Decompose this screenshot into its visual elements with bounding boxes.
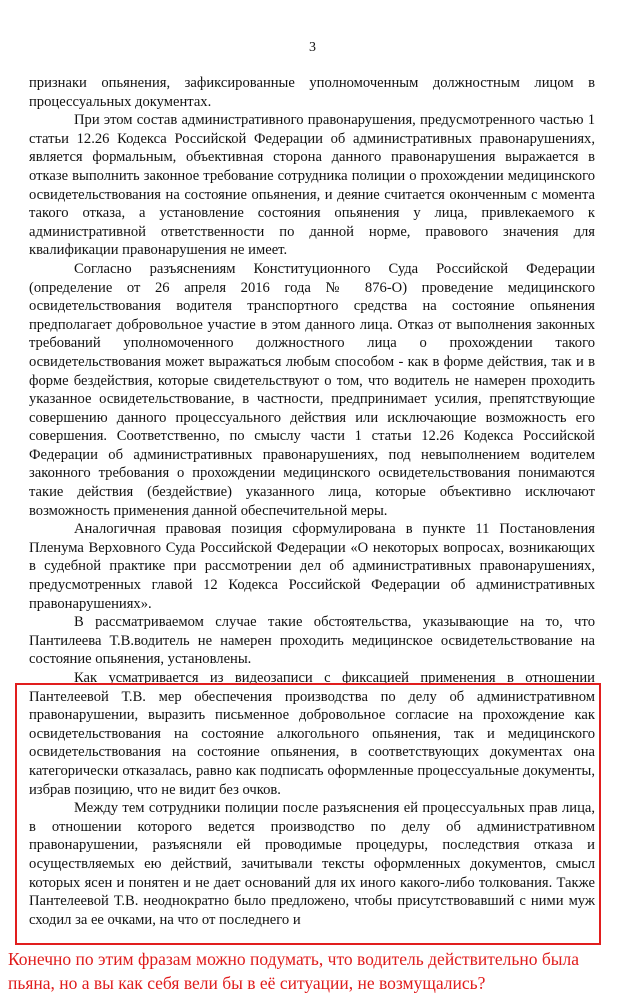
paragraph: Аналогичная правовая позиция сформулирована в пункте 11 Постановления Пленума Верховного Суда Российской Федерации «О некоторых вопросах, возникающих в судебной практике при рассмотрении дел об административных правонарушениях, предусмотренных главой 12 Кодекса Российской Федерации об административных правонарушениях».: [29, 521, 595, 612]
paragraph: признаки опьянения, зафиксированные уполномоченным должностным лицом в процессуальных документах.: [29, 75, 595, 110]
highlight-box: [15, 683, 601, 945]
annotation-comment: Конечно по этим фразам можно подумать, что водитель действительно была пьяна, но а вы как себя вели бы в её ситуации, не возмущались?: [8, 949, 580, 993]
paragraph: Между тем сотрудники полиции после разъяснения ей процессуальных прав лица, в отношении которого ведется производство по делу об административном правонарушении, разъясняли ей проводимые процедуры, последствия отказа и осуществляемых ею действий, зачитывали тексты оформленных документов, смысл которых ясен и понятен и не дает оснований для их иного какого-либо толкования. Также Пантелеевой Т.В. неоднократно было предложено, чтобы присутствовавший с ними муж сходил за ее очками, на что от последнего и: [29, 800, 595, 928]
paragraph: Согласно разъяснениям Конституционного Суда Российской Федерации (определение от 26 апреля 2016 года № 876-О) проведение медицинского освидетельствования водителя транспортного средства на состояние опьянения предполагает добровольное участие в этом данного лица. Отказ от выполнения законных требований уполномоченного должностного лица о прохождении такого освидетельствования может выражаться любым способом - как в форме действия, так и в форме бездействия, которые свидетельствуют о том, что водитель не намерен проходить указанное освидетельствование, в частности, предпринимает усилия, препятствующие совершению данного процессуального действия или исключающие возможность его совершения. Соответственно, по смыслу части 1 статьи 12.26 Кодекса Российской Федерации об административных правонарушениях, под невыполнением водителем законного требования о прохождении медицинского освидетельствования понимаются такие действия (бездействие) указанного лица, которые объективно исключают возможность применения данной обеспечительной меры.: [29, 260, 595, 519]
paragraph: В рассматриваемом случае такие обстоятельства, указывающие на то, что Пантилеева Т.В.водитель не намерен проходить медицинское освидетельствование на состояние опьянения, установлены.: [29, 614, 595, 668]
paragraph: Как усматривается из видеозаписи с фиксацией применения в отношении Пантелеевой Т.В. мер обеспечения производства по делу об административном правонарушении, выразить письменное добровольное согласие на прохождение как освидетельствования на состояние алкогольного опьянения, так и медицинского освидетельствования на состояние опьянения, в соответствующих документах она категорически отказалась, равно как подписать оформленные процессуальные документы, избрав позицию, что не видит без очков.: [29, 670, 595, 798]
paragraph: При этом состав административного правонарушения, предусмотренного частью 1 статьи 12.26 Кодекса Российской Федерации об административных правонарушениях, является формальным, объективная сторона данного правонарушения выражается в отказе выполнить законное требование сотрудника полиции о прохождении медицинского освидетельствования на состояние опьянения, и деяние считается оконченным с момента такого отказа, а установление состояния опьянения у лица, привлекаемого к административной ответственности по данной норме, правового значения для квалификации правонарушения не имеет.: [29, 112, 595, 259]
page-number: 3: [309, 40, 316, 55]
